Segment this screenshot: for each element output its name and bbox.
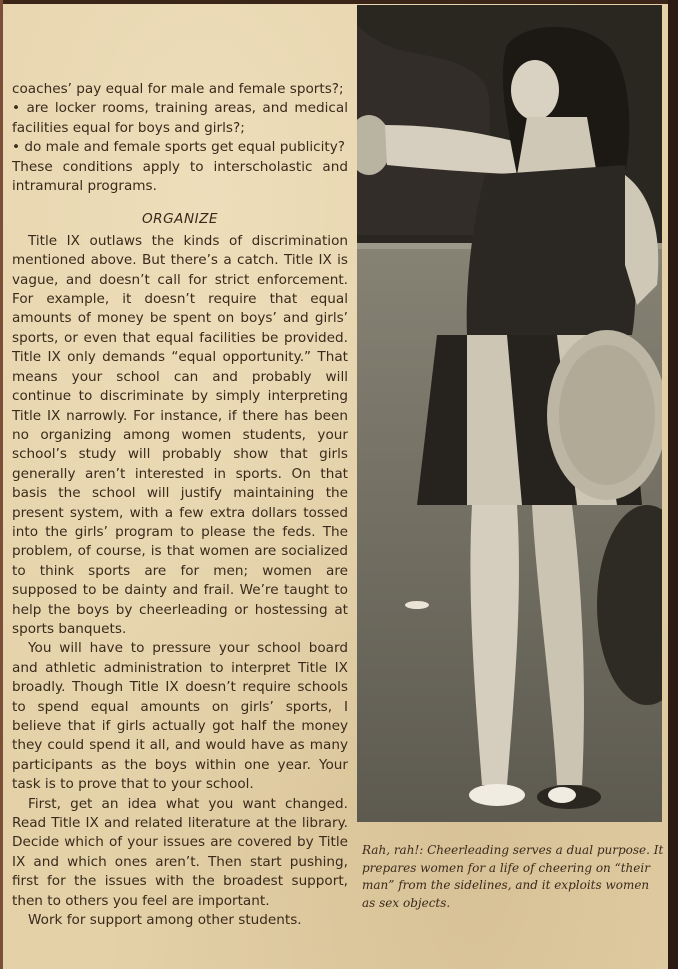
photo-illustration xyxy=(357,5,662,822)
paragraph-conditions: These conditions apply to interscholastic and intramural programs. xyxy=(12,158,348,195)
paragraph-support: Work for support among other students. xyxy=(28,912,302,929)
page-edge-top xyxy=(0,0,678,4)
article-text-column xyxy=(12,80,348,930)
paragraph-pressure: You will have to pressure your school board and athletic administration to interpret Title IX broadly. Though Title IX doesn’t require schools to spend equal amounts on girls’ sports, I believe that if girls actually got half the money they could spend it all, and would have as many participants as the boys within one year. Your task is to prove that to your school. xyxy=(12,640,348,793)
page-edge-right xyxy=(668,0,678,969)
paragraph-title-ix: Title IX outlaws the kinds of discrimination mentioned above. But there’s a catch. Title IX is vague, and doesn’t call for strict enforcement. For example, it doesn’t require that equal amounts of money be spent on boys’ and girls’ sports, or even that equal facilities be provided. Title IX only demands “equal opportunity.” That means your school can and probably will continue to discriminate by simply interpreting Title IX narrowly. For instance, if there has been no organizing among women students, your school’s study will probably show that girls generally aren’t interested in sports. On that basis the school will justify maintaining the present system, with a few extra dollars tossed into the girls’ program to please the feds. The problem, of course, is that women are socialized to think sports are for men; women are supposed to be dainty and frail. We’re taught to help the boys by cheerleading or hostessing at sports banquets. xyxy=(12,232,348,637)
cheerleader-photo xyxy=(357,5,662,822)
page-edge-left xyxy=(0,0,3,969)
paragraph-coaches-pay: coaches’ pay equal for male and female sports?; xyxy=(12,81,344,97)
bullet-locker-rooms: • are locker rooms, training areas, and medical facilities equal for boys and girls?; xyxy=(12,100,348,136)
photo-caption: Rah, rah!: Cheerleading serves a dual purpose. It prepares women for a life of cheering on “their man” from the sidelines, and it exploits women as sex objects. xyxy=(362,843,664,910)
paragraph-first-steps: First, get an idea what you want changed. Read Title IX and related literature at the library. Decide which of your issues are covered by Title IX and which ones aren’t. Then start pushing, first for the issues with the broadest support, then to others you feel are important. xyxy=(12,795,348,909)
section-heading: ORGANIZE xyxy=(141,211,219,228)
bullet-publicity: • do male and female sports get equal publicity? xyxy=(12,139,346,156)
